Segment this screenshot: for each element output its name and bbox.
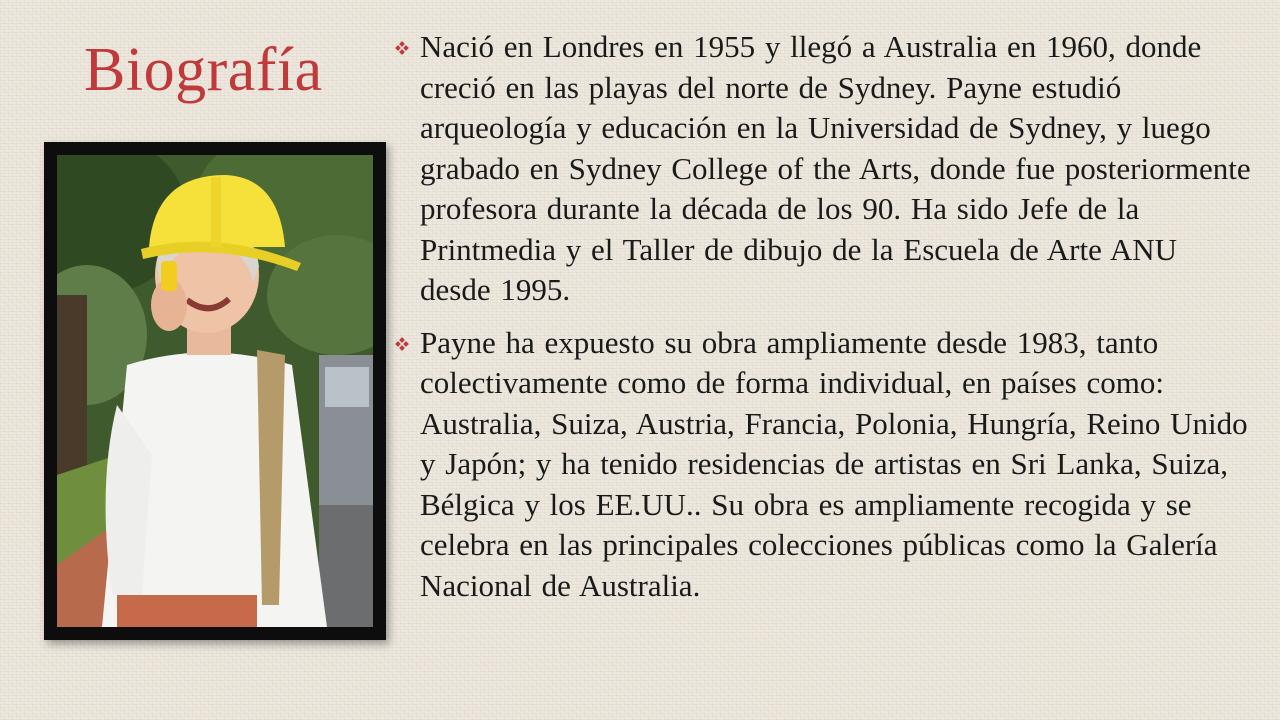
biography-bullet-2	[396, 323, 1256, 607]
portrait-photo-frame	[44, 142, 386, 640]
portrait-photo	[57, 155, 373, 627]
slide-title: Biografía	[84, 36, 323, 104]
bullet-text: Payne ha expuesto su obra ampliamente desde 1983, tanto colectivamente como de forma individual, en países como: Australia, Suiza, Austria, Francia, Polonia, Hungría, Reino Unido y Japón; y ha tenido residencias de artistas en Sri Lanka, Suiza, Bélgica y los EE.UU.. Su obra es ampliamente recogida y se celebra en las principales colecciones públicas como la Galería Nacional de Australia.	[420, 324, 1248, 603]
biography-bullet-list	[396, 27, 1256, 618]
bullet-text: Nació en Londres en 1955 y llegó a Australia en 1960, donde creció en las playas del norte de Sydney. Payne estudió arqueología y educación en la Universidad de Sydney, y luego grabado en Sydney College of the Arts, donde fue posteriormente profesora durante la década de los 90. Ha sido Jefe de la Printmedia y el Taller de dibujo de la Escuela de Arte ANU desde 1995.	[420, 29, 1251, 307]
biography-bullet-1	[396, 27, 1256, 311]
diamond-bullet-icon	[396, 42, 408, 54]
diamond-bullet-icon	[396, 338, 408, 350]
